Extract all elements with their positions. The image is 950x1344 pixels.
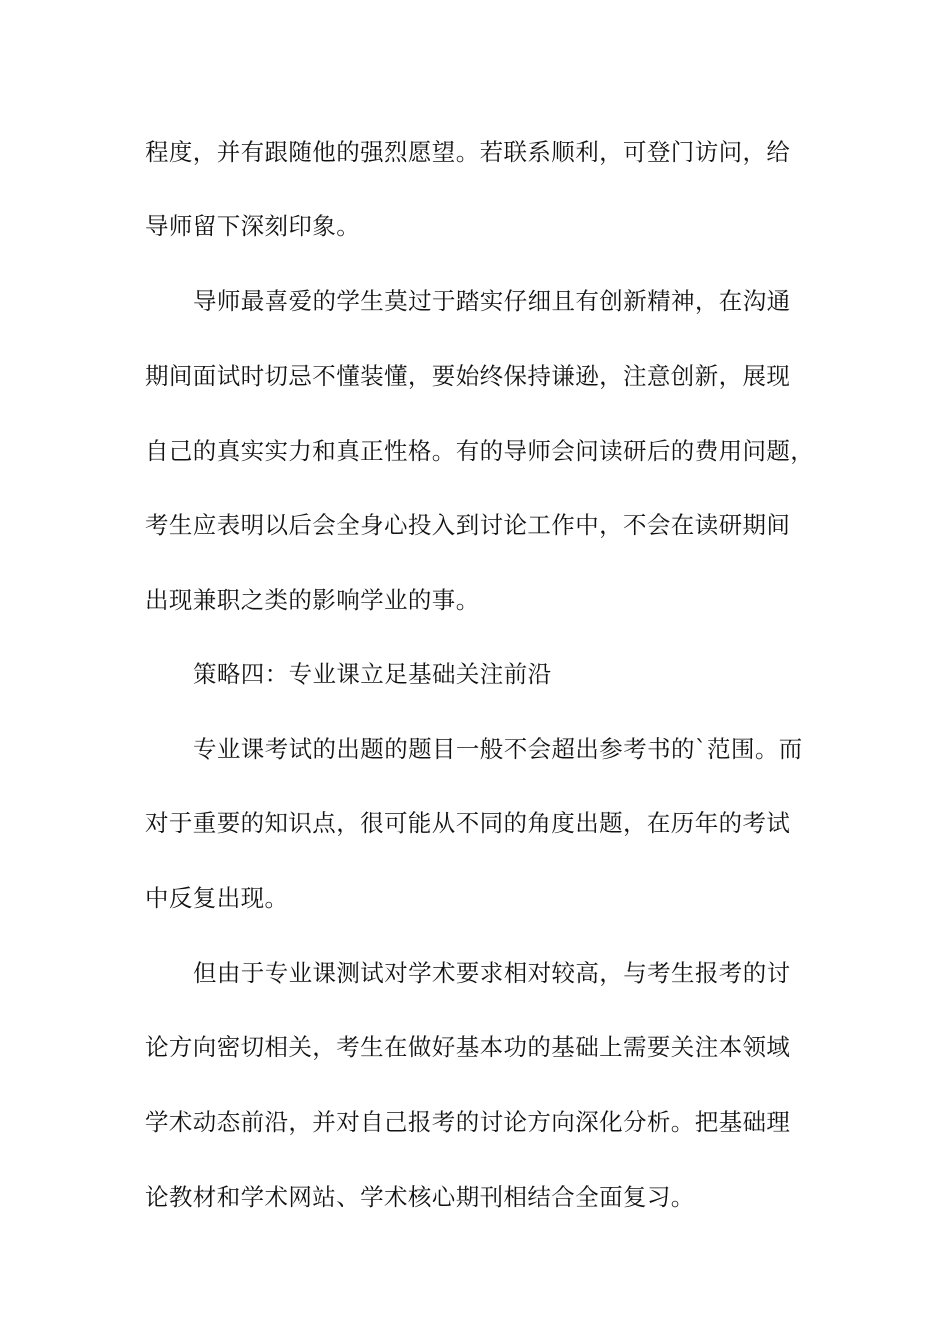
paragraph-line: 程度，并有跟随他的强烈愿望。若联系顺利，可登门访问，给 xyxy=(145,138,791,166)
paragraph-line: 出现兼职之类的影响学业的事。 xyxy=(145,586,480,614)
paragraph-line: 中反复出现。 xyxy=(145,884,289,912)
paragraph-line: 导师最喜爱的学生莫过于踏实仔细且有创新精神，在沟通 xyxy=(193,287,791,315)
paragraph-line: 期间面试时切忌不懂装懂，要始终保持谦逊，注意创新，展现 xyxy=(145,362,791,390)
paragraph-line: 自己的真实实力和真正性格。有的导师会问读研后的费用问题， xyxy=(145,437,815,465)
paragraph-line: 专业课考试的出题的题目一般不会超出参考书的`范围。而 xyxy=(193,735,803,763)
paragraph-line: 导师留下深刻印象。 xyxy=(145,212,361,240)
paragraph-line: 学术动态前沿，并对自己报考的讨论方向深化分析。把基础理 xyxy=(145,1108,791,1136)
paragraph-line: 对于重要的知识点，很可能从不同的角度出题，在历年的考试 xyxy=(145,809,791,837)
paragraph-line: 考生应表明以后会全身心投入到讨论工作中，不会在读研期间 xyxy=(145,511,791,539)
section-heading: 策略四：专业课立足基础关注前沿 xyxy=(193,660,552,688)
paragraph-line: 论方向密切相关，考生在做好基本功的基础上需要关注本领域 xyxy=(145,1033,791,1061)
paragraph-line: 但由于专业课测试对学术要求相对较高，与考生报考的讨 xyxy=(193,959,791,987)
paragraph-line: 论教材和学术网站、学术核心期刊相结合全面复习。 xyxy=(145,1183,695,1211)
